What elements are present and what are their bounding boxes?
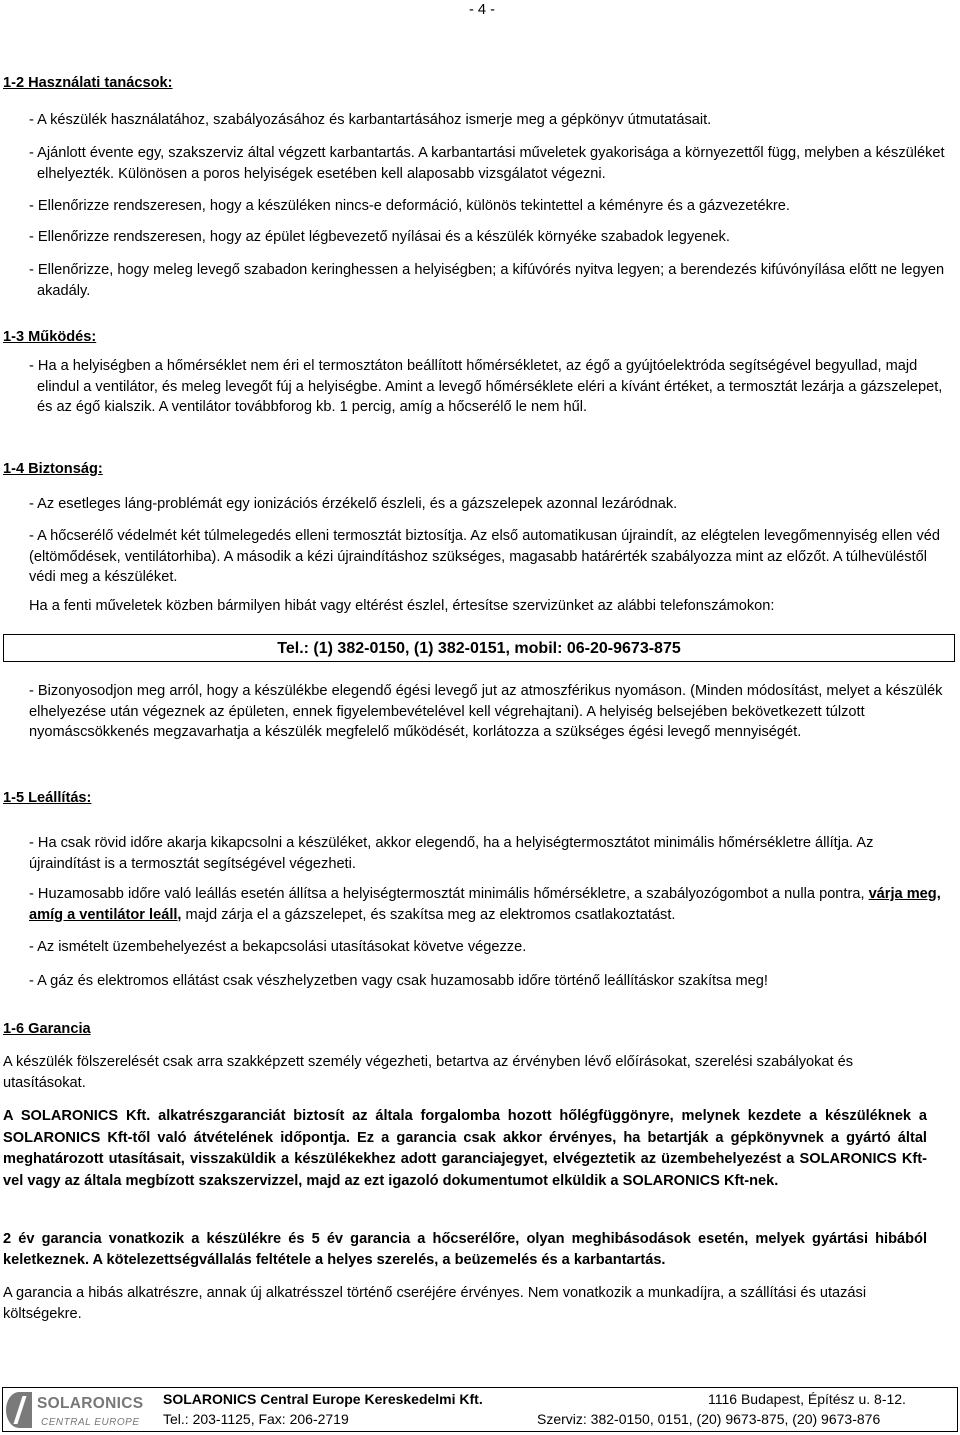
s15-paragraph-2 bbox=[29, 884, 944, 925]
section-heading-1-6: 1-6 Garancia bbox=[3, 1021, 91, 1037]
footer-company: SOLARONICS Central Europe Kereskedelmi Kft. bbox=[163, 1391, 483, 1407]
service-phone-box: Tel.: (1) 382-0150, (1) 382-0151, mobil: 06-20-9673-875 bbox=[3, 634, 955, 662]
s14-paragraph-1: - Az esetleges láng-problémát egy ionizációs érzékelő észleli, és a gázszelepek azonnal lezáródnak. bbox=[29, 496, 678, 512]
footer-address: 1116 Budapest, Építész u. 8-12. bbox=[708, 1391, 906, 1407]
solaronics-logo-icon bbox=[6, 1392, 32, 1428]
footer-phone-fax: Tel.: 203-1125, Fax: 206-2719 bbox=[163, 1411, 349, 1427]
page-number: - 4 - bbox=[469, 2, 495, 18]
s15-p2-start: - Huzamosabb időre való leállás esetén állítsa a helyiségtermosztát minimális hőmérsékletre, a szabályozógombot a nulla pontra, bbox=[29, 886, 869, 902]
s15-paragraph-4: - A gáz és elektromos ellátást csak vészhelyzetben vagy csak huzamosabb időre történő leállításkor szakítsa meg! bbox=[29, 973, 768, 989]
s13-paragraph-1: - Ha a helyiségben a hőmérséklet nem éri el termosztáton beállított hőmérsékletet, az égő a gyújtóelektróda segítségével begyullad, majd elindul a ventilátor, és meleg levegőt fúj a helyiségbe. Amint a levegő hőmérséklete eléri a kívánt értéket, a termosztát lezárja a gázszelepet, és az égő kialszik. A ventilátor továbbforog kb. 1 percig, amíg a hőcserélő le nem hűl. bbox=[29, 358, 943, 415]
logo-name: SOLARONICS bbox=[37, 1395, 144, 1412]
s14-paragraph-3: Ha a fenti műveletek közben bármilyen hibát vagy eltérést észlel, értesítse szervizünket az alábbi telefonszámokon: bbox=[29, 598, 775, 614]
s12-paragraph-2: - Ajánlott évente egy, szakszerviz által végzett karbantartás. A karbantartási műveletek gyakorisága a környezettől függ, melyben a készüléket elhelyezték. Különösen a poros helyiségek esetében kell alaposabb vizsgálatot végezni. bbox=[29, 145, 945, 182]
s15-paragraph-3: - Az ismételt üzembehelyezést a bekapcsolási utasításokat követve végezze. bbox=[29, 939, 527, 955]
section-heading-1-3: 1-3 Működés: bbox=[3, 329, 97, 345]
s16-paragraph-1: A készülék fölszerelését csak arra szakképzett személy végezheti, betartva az érvényben lévő előírásokat, szerelési szabályokat és utasításokat. bbox=[3, 1054, 854, 1091]
s15-p2-end: majd zárja el a gázszelepet, és szakítsa meg az elektromos csatlakoztatást. bbox=[181, 906, 676, 923]
s16-paragraph-4: A garancia a hibás alkatrészre, annak új alkatrésszel történő cseréjére érvényes. Nem vonatkozik a munkadíjra, a szállítási és utazási költségekre. bbox=[3, 1285, 867, 1322]
s12-paragraph-5: - Ellenőrizze, hogy meleg levegő szabadon keringhessen a helyiségben; a kifúvórés nyitva legyen; a berendezés kifúvónyílása előtt ne legyen akadály. bbox=[29, 262, 945, 299]
section-heading-1-5: 1-5 Leállítás: bbox=[3, 790, 92, 806]
s16-paragraph-2: A SOLARONICS Kft. alkatrészgaranciát biztosít az általa forgalomba hozott hőlégfüggönyre, melynek kezdete a készüléknek a SOLARONICS Kft-től való átvételének időpontja. Ez a garancia csak akkor érvényes, ha betartják a gépkönyvnek a gyártó által meghatározott utasításait, visszaküldik a készülékekhez adott garanciajegyet, elvégeztetik az üzembehelyezést a SOLARONICS Kft-vel vagy az általa megbízott szakszervizzel, majd az ezt igazoló dokumentumot elküldik a SOLARONICS Kft-nek. bbox=[3, 1108, 927, 1189]
logo-subtitle: CENTRAL EUROPE bbox=[41, 1417, 140, 1428]
s16-paragraph-3: 2 év garancia vonatkozik a készülékre és 5 év garancia a hőcserélőre, olyan meghibásodások esetén, melyek gyártási hibából keletkeznek. A kötelezettségvállalás feltétele a helyes szerelés, a beüzemelés és a karbantartás. bbox=[3, 1231, 927, 1268]
solaronics-logo bbox=[6, 1390, 156, 1430]
section-heading-1-4: 1-4 Biztonság: bbox=[3, 461, 103, 477]
footer-service: Szerviz: 382-0150, 0151, (20) 9673-875, (20) 9673-876 bbox=[537, 1411, 881, 1427]
s15-p2-emphasis: várja meg, amíg a ventilátor leáll, bbox=[29, 886, 941, 923]
s14-paragraph-4: - Bizonyosodjon meg arról, hogy a készülékbe elegendő égési levegő jut az atmoszférikus nyomáson. (Minden módosítást, melyet a készülék elhelyezése után végeznek az épületen, ennek figyelembevételével kell végrehajtani). A helyiség belsejében bekövetkezett túlzott nyomáscsökkenés megzavarhatja a készülék megfelelő működését, korlátozza a szükséges égési levegő mennyiségét. bbox=[29, 683, 943, 740]
s14-paragraph-2: - A hőcserélő védelmét két túlmelegedés elleni termosztát biztosítja. Az első automatikusan újraindít, az elégtelen levegőmennyiség ellen véd (eltömődések, ventilátorhiba). A második a kézi újraindításhoz szükséges, magasabb határérték szabályozza mint az előzőt. A túlhevüléstől védi meg a készüléket. bbox=[29, 528, 941, 585]
s15-paragraph-1: - Ha csak rövid időre akarja kikapcsolni a készüléket, akkor elegendő, ha a helyiségtermosztátot minimális hőmérsékletre állítja. Az újraindítást is a termosztát segítségével végezheti. bbox=[29, 835, 874, 872]
s12-paragraph-3: - Ellenőrizze rendszeresen, hogy a készüléken nincs-e deformáció, különös tekintettel a kéményre és a gázvezetékre. bbox=[29, 198, 790, 214]
s12-paragraph-4: - Ellenőrizze rendszeresen, hogy az épület légbevezető nyílásai és a készülék környéke szabadok legyenek. bbox=[29, 229, 730, 245]
s12-paragraph-1: - A készülék használatához, szabályozásához és karbantartásához ismerje meg a gépkönyv útmutatásait. bbox=[29, 112, 712, 128]
section-heading-1-2: 1-2 Használati tanácsok: bbox=[3, 75, 173, 91]
